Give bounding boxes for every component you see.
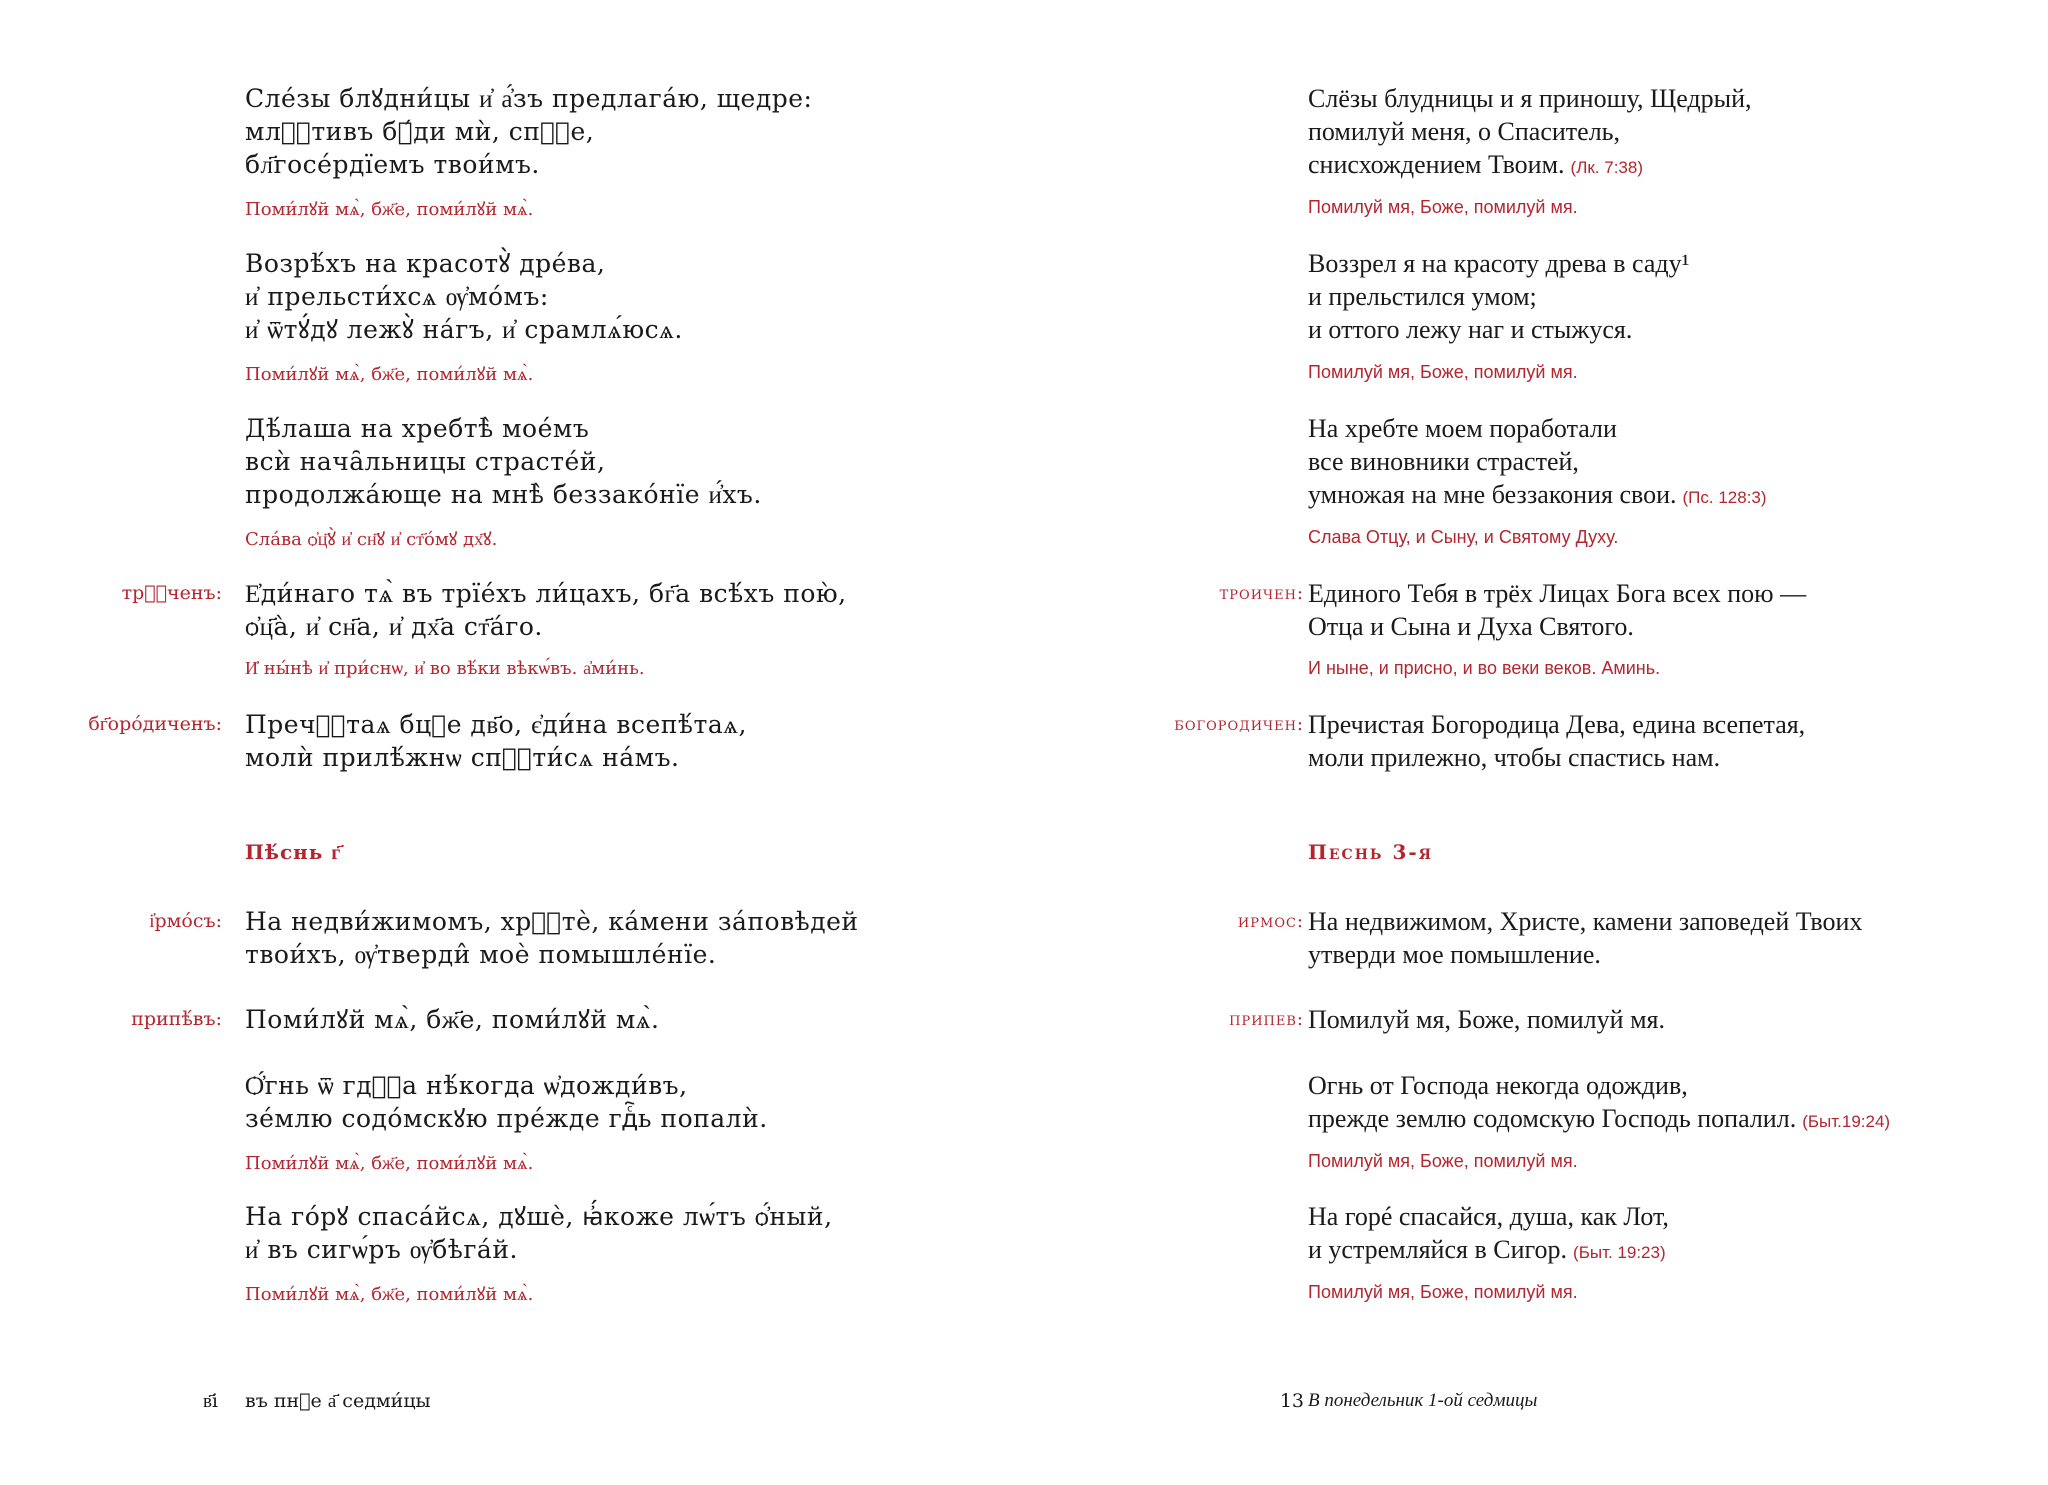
stanza-line: Пречистая Богородица Дева, едина всепетая,: [1308, 710, 1806, 739]
stanza-text: [1308, 708, 1805, 774]
stanza-line: Дѣ́лаша на хребтѣ̀ мое́мъ: [245, 414, 590, 443]
stanza-line: всѝ нача̑льницы страсте́й,: [245, 447, 606, 476]
label-bogorodichen: бг҃оро́диченъ:: [88, 713, 222, 735]
stanza-line: [1308, 478, 1767, 514]
refrain: Помилуй мя, Боже, помилуй мя.: [1308, 1282, 1578, 1302]
stanza-line: Слёзы блудницы и я приношу, Щедрый,: [1308, 84, 1752, 113]
refrain: Поми́лꙋй мѧ̀, бж҃е, поми́лꙋй мѧ̀.: [245, 1153, 534, 1174]
stanza-line: моли прилежно, чтобы спастись нам.: [1308, 743, 1721, 772]
stanza-line: бл҃госе́рдїемъ твои́мъ.: [245, 150, 540, 179]
running-footer: В понедельник 1-ой седмицы: [1308, 1390, 1538, 1411]
stanza-text: [245, 82, 812, 181]
stanza-text: [245, 247, 683, 346]
label-pripev: припѣ́въ:: [131, 1008, 222, 1030]
stanza-text: [245, 708, 747, 774]
stanza-line-text: снисхождением Твоим.: [1308, 150, 1565, 179]
glory-doxology: Слава Отцу, и Сыну, и Святому Духу.: [1308, 527, 1619, 547]
page-right-russian: [1024, 0, 2048, 1485]
stanza-text: [1308, 1003, 1665, 1036]
stanza-line: продолжа́юще на мнѣ̀ беззако́нїе и҆́хъ.: [245, 480, 762, 509]
stanza-line-text: и устремляйся в Сигор.: [1308, 1235, 1568, 1264]
scripture-reference: (Быт.19:24): [1802, 1112, 1891, 1131]
ode-heading: Песнь 3-я: [1308, 840, 1434, 864]
stanza-text: [1308, 1200, 1669, 1269]
stanza-line: зе́млю содо́мскꙋю пре́жде гдⷭ҇ь попалѝ.: [245, 1104, 768, 1133]
stanza-line-text: умножая на мне беззакония свои.: [1308, 480, 1677, 509]
running-footer: въ пнⷣе а҃ седми́цы: [245, 1390, 431, 1412]
label-irmos: і҆рмо́съ:: [149, 910, 222, 932]
stanza-line: все виновники страстей,: [1308, 447, 1579, 476]
stanza-line: Е҆ди́наго тѧ̀ въ трїе́хъ ли́цахъ, бг҃а всѣ́хъ пою̀,: [245, 579, 847, 608]
stanza-text: [1308, 412, 1767, 514]
refrain: Поми́лꙋй мѧ̀, бж҃е, поми́лꙋй мѧ̀.: [245, 364, 534, 385]
label-irmos: ирмос:: [1237, 911, 1304, 932]
stanza-line: [1308, 1233, 1669, 1269]
stanza-line: Возрѣ́хъ на красотꙋ̀ дре́ва,: [245, 249, 606, 278]
page-number: 13: [1279, 1390, 1304, 1412]
stanza-text: [1308, 1069, 1890, 1138]
stanza-line: помилуй меня, о Спаситель,: [1308, 117, 1621, 146]
stanza-line: и҆ ѿтꙋ́дꙋ лежꙋ̀ на́гъ, и҆ срамлѧ́юсѧ.: [245, 315, 683, 344]
stanza-line: На го́рꙋ спаса́йсѧ, дꙋшѐ, ꙗ҆́коже лѡ́тъ ѻ҆́ный,: [245, 1202, 833, 1231]
stanza-line: Сле́зы блꙋдни́цы и҆ а҆́зъ предлага́ю, щедре:: [245, 84, 813, 113]
stanza-line: млⷭ҇тивъ бꙋ́ди мѝ, спⷭ҇е,: [245, 117, 595, 146]
stanza-text: [245, 1200, 833, 1266]
stanza-line: и҆ въ сигѡ́ръ ѹ҆бѣга́й.: [245, 1235, 518, 1264]
stanza-line: На горé спасайся, душа, как Лот,: [1308, 1202, 1669, 1231]
label-trichen: трⷪ҇ченъ:: [121, 582, 222, 604]
stanza-line: молѝ прилѣ́жнѡ спⷭ҇ти́сѧ на́мъ.: [245, 743, 680, 772]
stanza-text: [245, 412, 762, 511]
stanza-text: [245, 905, 859, 971]
scripture-reference: (Быт. 19:23): [1573, 1243, 1666, 1262]
label-pripev: припев:: [1229, 1009, 1304, 1030]
stanza-line: ѻ҆ц҃а̀, и҆ сн҃а, и҆ дх҃а ст҃а́го.: [245, 612, 543, 641]
stanza-line: твои́хъ, ѹ҆тверди̂ моѐ помышле́нїе.: [245, 940, 717, 969]
stanza-line: Помилуй мя, Боже, помилуй мя.: [1308, 1005, 1665, 1034]
scripture-reference: (Пс. 128:3): [1682, 488, 1767, 507]
page-number: в҃і: [202, 1390, 218, 1412]
stanza-line-text: прежде землю содомскую Господь попалил.: [1308, 1104, 1797, 1133]
refrain: Помилуй мя, Боже, помилуй мя.: [1308, 1151, 1578, 1171]
scripture-reference: (Лк. 7:38): [1570, 158, 1643, 177]
stanza-line: [1308, 148, 1752, 184]
stanza-text: [1308, 905, 1862, 971]
stanza-line: Огнь от Господа некогда одождив,: [1308, 1071, 1688, 1100]
stanza-line: утверди мое помышление.: [1308, 940, 1601, 969]
ode-heading: Пѣ́снь г҃: [245, 840, 342, 864]
stanza-line: и оттого лежу наг и стыжуся.: [1308, 315, 1633, 344]
refrain: Поми́лꙋй мѧ̀, бж҃е, поми́лꙋй мѧ̀.: [245, 199, 534, 220]
glory-doxology: Сла́ва ѻ҆ц҃ꙋ̀ и҆ сн҃ꙋ и҆ ст҃о́мꙋ дх҃ꙋ.: [245, 529, 498, 550]
stanza-line: Пречⷭ҇таѧ бцⷣе дв҃о, є҆ди́на всепѣ́таѧ,: [245, 710, 747, 739]
stanza-line: и҆ прельсти́хсѧ ѹ҆мо́мъ:: [245, 282, 549, 311]
stanza-line: Поми́лꙋй мѧ̀, бж҃е, поми́лꙋй мѧ̀.: [245, 1005, 660, 1034]
stanza-text: [245, 1003, 659, 1036]
refrain: Помилуй мя, Боже, помилуй мя.: [1308, 197, 1578, 217]
now-and-ever: И ныне, и присно, и во веки веков. Аминь.: [1308, 658, 1661, 678]
label-bogorodichen: богородичен:: [1174, 714, 1304, 735]
stanza-line: Ѻ҆́гнь ѿ гдⷭ҇а нѣ́когда ѡ҆дожди́въ,: [245, 1071, 688, 1100]
stanza-text: [1308, 577, 1806, 643]
refrain: Помилуй мя, Боже, помилуй мя.: [1308, 362, 1578, 382]
stanza-line: Отца и Сына и Духа Святого.: [1308, 612, 1634, 641]
now-and-ever: И҆ ны́нѣ и҆ при́снѡ, и҆ во вѣ́ки вѣкѡ́въ. а҆ми́нь.: [245, 658, 645, 679]
stanza-text: [1308, 82, 1752, 184]
stanza-line: На хребте моем поработали: [1308, 414, 1617, 443]
stanza-line: [1308, 1102, 1890, 1138]
stanza-line: На недвижимом, Христе, камени заповедей Твоих: [1308, 907, 1863, 936]
stanza-line: На недви́жимомъ, хрⷭ҇тѐ, ка́мени за́повѣдей: [245, 907, 859, 936]
label-trichen: троичен:: [1219, 583, 1304, 604]
stanza-line: Единого Тебя в трёх Лицах Бога всех пою —: [1308, 579, 1807, 608]
stanza-text: [245, 577, 847, 643]
stanza-text: [245, 1069, 768, 1135]
stanza-line: Воззрел я на красоту древа в саду¹: [1308, 249, 1690, 278]
refrain: Поми́лꙋй мѧ̀, бж҃е, поми́лꙋй мѧ̀.: [245, 1284, 534, 1305]
stanza-line: и прельстился умом;: [1308, 282, 1537, 311]
stanza-text: [1308, 247, 1689, 346]
